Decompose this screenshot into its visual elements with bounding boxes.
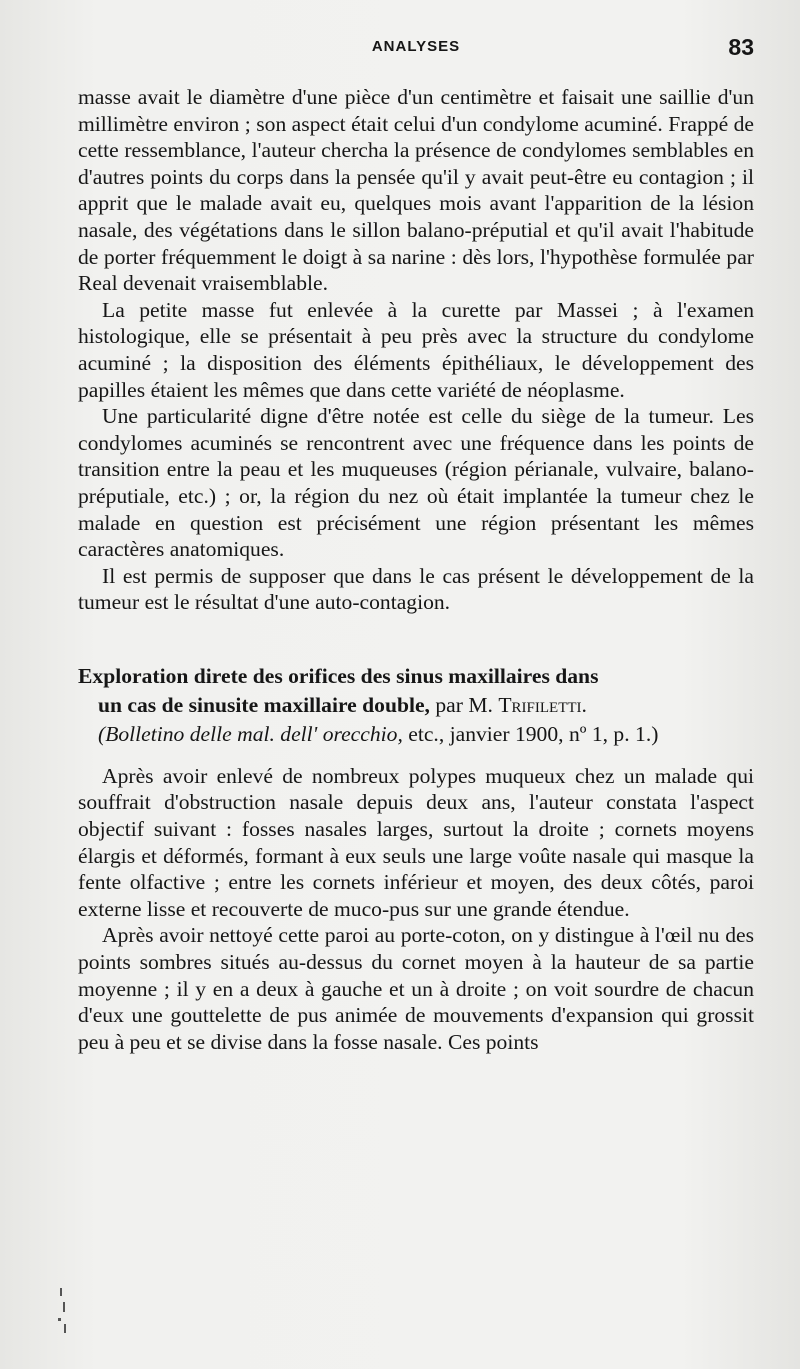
article-by: par M.	[435, 692, 493, 717]
article-title-line2: un cas de sinusite maxillaire double,	[98, 692, 430, 717]
paragraph-4: Il est permis de supposer que dans le cas présent le développement de la tumeur est le résultat d'une auto-contagion.	[78, 563, 754, 615]
article-journal: (Bolletino delle mal. dell' orecchio,	[98, 721, 403, 746]
article-citation: etc., janvier 1900, nº 1, p. 1.)	[408, 721, 659, 746]
page-header	[78, 34, 754, 64]
running-title: ANALYSES	[371, 38, 461, 55]
page-number: 83	[728, 34, 754, 60]
article-title-line1: Exploration direte des orifices des sinus maxillaires dans	[78, 663, 599, 688]
article-author: Trifiletti.	[498, 692, 587, 717]
paragraph-1: masse avait le diamètre d'une pièce d'un centimètre et faisait une saillie d'un millimètre environ ; son aspect était celui d'un condylome acuminé. Frappé de cette ressemblance, l'auteur chercha la présence de condylomes semblables en d'autres points du corps dans la pensée qu'il y avait peut-être eu contagion ; il apprit que le malade avait eu, quelques mois avant l'apparition de la lésion nasale, des végétations dans le sillon balano-préputial et qu'il avait l'habitude de porter fréquemment le doigt à sa narine : dès lors, l'hypothèse formulée par Real devenait vraisemblable.	[78, 85, 754, 296]
article-heading-rest	[78, 691, 754, 749]
article-heading	[78, 662, 754, 749]
article-paragraph-2: Après avoir nettoyé cette paroi au porte-coton, on y distingue à l'œil nu des points sombres situés au-dessus du cornet moyen à la hauteur de sa partie moyenne ; il y en a deux à gauche et un à droite ; on voit sourdre de chacun d'eux une gouttelette de pus animée de mouvements d'expansion qui grossit peu à peu et se divise dans la fosse nasale. Ces points	[78, 923, 754, 1054]
margin-specks	[54, 1288, 74, 1338]
body-text	[78, 84, 754, 1055]
article-paragraph-1: Après avoir enlevé de nombreux polypes muqueux chez un malade qui souffrait d'obstruction nasale depuis deux ans, l'auteur constata l'aspect objectif suivant : fosses nasales larges, surtout la droite ; cornets moyens élargis et déformés, formant à eux seuls une large voûte nasale qui masque la fente olfactive ; entre les cornets inférieur et moyen, des deux côtés, paroi externe lisse et recouverte de muco-pus sur une grande étendue.	[78, 763, 754, 921]
paragraph-3: Une particularité digne d'être notée est celle du siège de la tumeur. Les condylomes acuminés se rencontrent avec une fréquence dans les points de transition entre la peau et les muqueuses (région périanale, vulvaire, balano-préputiale, etc.) ; or, la région du nez où était implantée la tumeur chez le malade en question est précisément une région présentant les mêmes caractères anatomiques.	[78, 404, 754, 562]
paragraph-2: La petite masse fut enlevée à la curette par Massei ; à l'examen histologique, elle se présentait à peu près avec la structure du condylome acuminé ; la disposition des éléments épithéliaux, le développement des papilles étaient les mêmes que dans cette variété de néoplasme.	[78, 297, 754, 402]
